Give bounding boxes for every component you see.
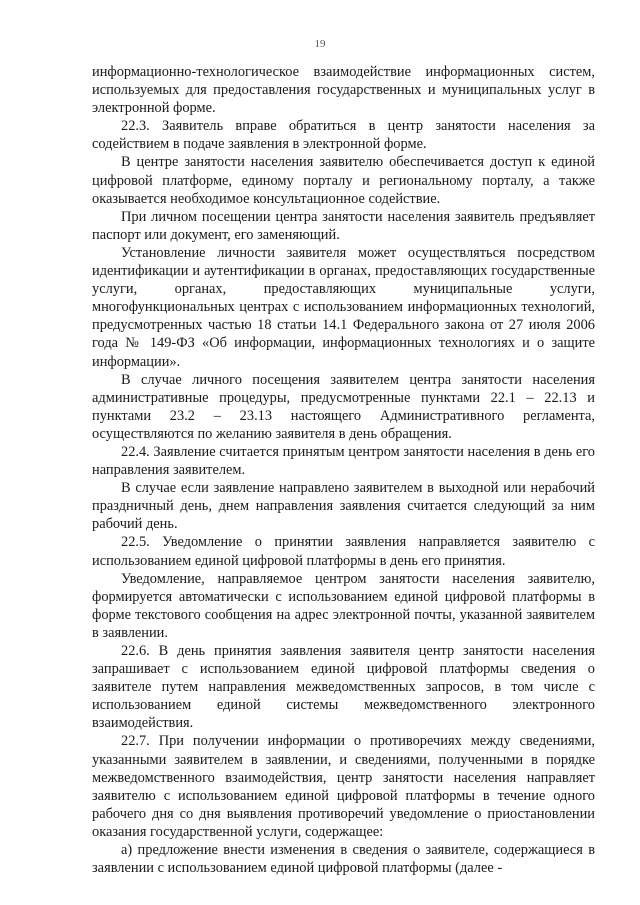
paragraph-12: 22.7. При получении информации о противоречиях между сведениями, указанными заявителем в заявлении, и сведениями, полученными в порядке межведомственного взаимодействия, центр занятости населения направляет заявителю с использованием единой цифровой платформы в течение одного рабочего дня со дня выявления противоречий уведомление о приостановлении оказания государственной услуги, содержащее: [92,733,595,840]
paragraph-13: а) предложение внести изменения в сведения о заявителе, содержащиеся в заявлении с использованием единой цифровой платформы (далее - [92,842,595,877]
paragraph-6: В случае личного посещения заявителем центра занятости населения административные процедуры, предусмотренные пунктами 22.1 – 22.13 и пунктами 23.2 – 23.13 настоящего Административного регламента, осуществляются по желанию заявителя в день обращения. [92,371,595,442]
paragraph-4: При личном посещении центра занятости населения заявитель предъявляет паспорт или документ, его заменяющий. [92,208,595,243]
paragraph-2: 22.3. Заявитель вправе обратиться в центр занятости населения за содействием в подаче заявления в электронной форме. [92,118,595,153]
paragraph-8: В случае если заявление направлено заявителем в выходной или нерабочий праздничный день, днем направления заявления считается следующий за ним рабочий день. [92,480,595,533]
paragraph-3: В центре занятости населения заявителю обеспечивается доступ к единой цифровой платформе, единому порталу и региональному порталу, а также оказывается необходимое консультационное содействие. [92,154,595,207]
paragraph-1: информационно-технологическое взаимодействие информационных систем, используемых для предоставления государственных и муниципальных услуг в электронной форме. [92,64,595,117]
paragraph-11: 22.6. В день принятия заявления заявителя центр занятости населения запрашивает с использованием единой цифровой платформы сведения о заявителе путем направления межведомственных запросов, в том числе с использованием единой системы межведомственного электронного взаимодействия. [92,643,595,732]
page-number: 19 [314,38,326,50]
paragraph-10: Уведомление, направляемое центром занятости населения заявителю, формируется автоматически с использованием единой цифровой платформы в форме текстового сообщения на адрес электронной почты, указанной заявителем в заявлении. [92,570,595,641]
paragraph-5: Установление личности заявителя может осуществляться посредством идентификации и аутентификации в органах, предоставляющих государственные услуги, органах, предоставляющих муниципальные услуги, многофункциональных центрах с использованием информационных технологий, предусмотренных частью 18 статьи 14.1 Федерального закона от 27 июля 2006 года № 149-ФЗ «Об информации, информационных технологиях и о защите информации». [92,244,595,370]
paragraph-7: 22.4. Заявление считается принятым центром занятости населения в день его направления заявителем. [92,443,595,479]
document-body [92,63,595,877]
paragraph-9: 22.5. Уведомление о принятии заявления направляется заявителю с использованием единой цифровой платформы в день его принятия. [92,534,595,569]
